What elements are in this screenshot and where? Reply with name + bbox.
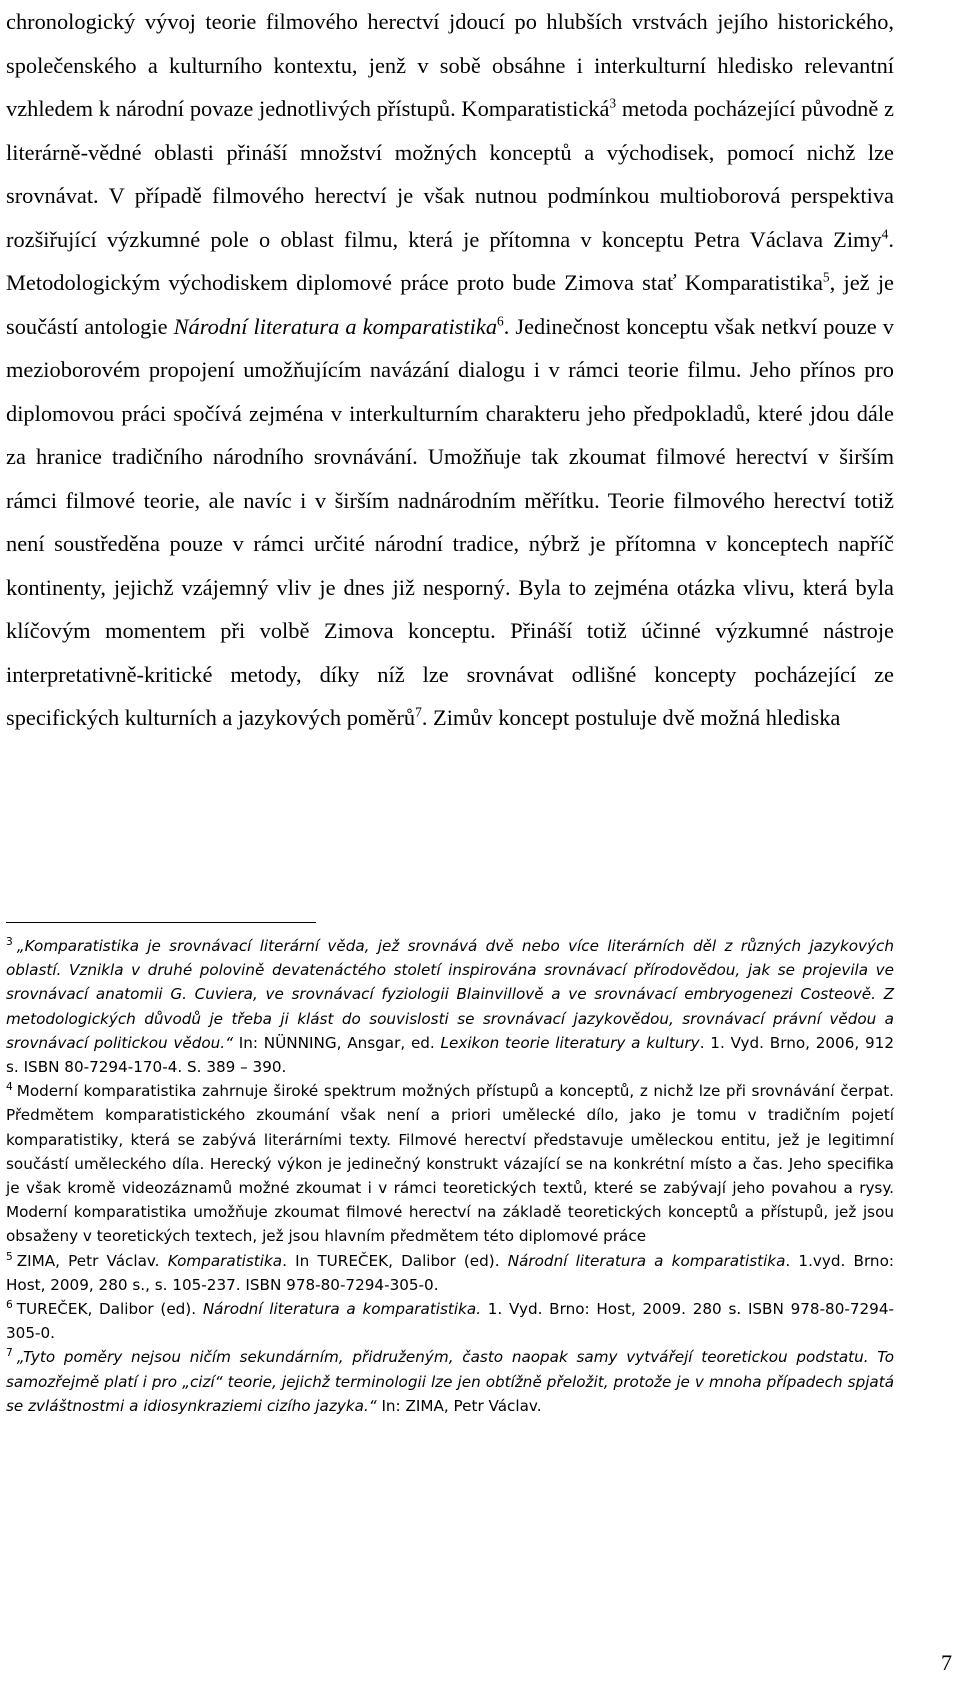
body-text-part: . Metodologickým východiskem diplomové práce proto bude Zimova stať Komparatistika: [6, 226, 894, 295]
footnote-5: [6, 1249, 894, 1297]
footnote-ref[interactable]: 5: [822, 269, 830, 285]
footnote-text: . 1.vyd. Brno: Host, 2009, 280 s., s. 105-237. ISBN 978-80-7294-305-0.: [6, 1251, 894, 1294]
body-paragraph: [6, 0, 894, 740]
footnote-title: Národní literatura a komparatistika.: [202, 1300, 482, 1319]
footnote-text: In: NÜNNING, Ansgar, ed.: [233, 1033, 441, 1052]
footnote-number: 7: [6, 1346, 13, 1360]
footnote-4: [6, 1079, 894, 1248]
footnote-ref[interactable]: 4: [881, 226, 889, 242]
footnote-7: [6, 1345, 894, 1418]
footnote-title: Národní literatura a komparatistika: [507, 1251, 786, 1270]
footnote-text: Moderní komparatistika zahrnuje široké spektrum možných přístupů a konceptů, z nichž lze při srovnávání čerpat. Předmětem komparatistického zkoumání však není a priori umělecké dílo, jako je tomu v tradičním pojetí komparatistiky, která se zabývá literárními texty. Filmové herectví představuje uměleckou entitu, jež je legitimní součástí uměleckého díla. Herecký výkon je jedinečný konstrukt vázající se na konkrétní místo a čas. Jeho specifika je však kromě videozáznamů možné zkoumat i v rámci teoretických textů, které se zabývají jeho povahou a rysy. Moderní komparatistika umožňuje zkoumat filmové herectví na základě teoretických konceptů a přístupů, jež jsou obsaženy v teoretických textech, jež jsou hlavním předmětem této diplomové práce: [6, 1082, 894, 1246]
footnote-text: In: ZIMA, Petr Václav.: [376, 1396, 542, 1415]
footnotes: [6, 934, 894, 1418]
body-text-part: metoda pocházející původně z literárně-vědné oblasti přináší množství možných konceptů a východisek, pomocí nichž lze srovnávat. V případě filmového herectví je však nutnou podmínkou multioborová perspektiva rozšiřující výzkumné pole o oblast filmu, která je přítomna v konceptu Petra Václava Zimy: [6, 96, 894, 252]
body-text-part: . Jedinečnost konceptu však netkví pouze v mezioborovém propojení umožňujícím navázání dialogu i v rámci teorie filmu. Jeho přínos pro diplomovou práci spočívá zejména v interkulturním charakteru jeho předpokladů, které jdou dále za hranice tradičního národního srovnávání. Umožňuje tak zkoumat filmové herectví v širším rámci filmové teorie, ale navíc i v širším nadnárodním měřítku. Teorie filmového herectví totiž není soustředěna pouze v rámci určité národní tradice, nýbrž je přítomna v konceptech napříč kontinenty, jejichž vzájemný vliv je dnes již nesporný. Byla to zejména otázka vlivu, která byla klíčovým momentem při volbě Zimova konceptu. Přináší totiž účinné výzkumné nástroje interpretativně-kritické metody, díky níž lze srovnávat odlišné koncepty pocházející ze specifických kulturních a jazykových poměrů: [6, 313, 894, 730]
footnote-number: 6: [6, 1297, 13, 1311]
page-number: 7: [941, 1650, 952, 1675]
footnote-separator: [6, 922, 316, 923]
footnote-title: Lexikon teorie literatury a kultury: [440, 1033, 700, 1052]
footnote-ref[interactable]: 3: [609, 95, 617, 111]
footnote-quote: „Komparatistika je srovnávací literární věda, jež srovnává dvě nebo více literárních děl z různých jazykových oblastí. Vznikla v druhé polovině devatenáctého století inspirována srovnávací přírodovědou, jak se projevila ve srovnávací anatomii G. Cuviera, ve srovnávací fyziologii Blainvillově a ve srovnávací embryogenezi Costeově. Z metodologických důvodů je třeba ji klást do souvislosti se srovnávací jazykovědou, srovnávací právní vědou a srovnávací politickou vědou.“: [6, 937, 894, 1052]
body-text-part: . Zimův koncept postuluje dvě možná hlediska: [421, 705, 841, 730]
body-text-part: , jež je součástí antologie: [6, 270, 894, 339]
body-text-part: chronologický vývoj teorie filmového herectví jdoucí po hlubších vrstvách jejího historického, společenského a kulturního kontextu, jenž v sobě obsáhne i interkulturní hledisko relevantní vzhledem k národní povaze jednotlivých přístupů. Komparatistická: [6, 9, 894, 121]
footnote-text: . 1. Vyd. Brno, 2006, 912 s. ISBN 80-7294-170-4. S. 389 – 390.: [6, 1033, 894, 1077]
footnote-text: . In TUREČEK, Dalibor (ed).: [282, 1251, 508, 1270]
footnote-ref[interactable]: 6: [497, 313, 504, 329]
footnote-text: ZIMA, Petr Václav.: [16, 1251, 168, 1270]
footnote-text: 1. Vyd. Brno: Host, 2009. 280 s. ISBN 978-80-7294-305-0.: [6, 1300, 894, 1343]
footnote-text: TUREČEK, Dalibor (ed).: [16, 1300, 203, 1319]
footnote-number: 5: [6, 1249, 13, 1263]
footnote-quote: „Tyto poměry nejsou ničím sekundárním, přidruženým, často naopak samy vytvářejí teoretickou podstatu. To samozřejmě platí i pro „cizí“ teorie, jejichž terminologii lze jen obtížně přeložit, protože je v mnoha případech spjatá se zvláštnostmi a idiosynkraziemi cizího jazyka.“: [6, 1348, 894, 1415]
footnote-3: [6, 934, 894, 1079]
footnote-6: [6, 1297, 894, 1345]
book-title: Národní literatura a komparatistika: [173, 313, 498, 339]
footnote-title: Komparatistika: [167, 1251, 283, 1270]
footnote-number: 3: [6, 934, 13, 948]
footnote-number: 4: [6, 1080, 13, 1094]
footnote-ref[interactable]: 7: [415, 704, 422, 720]
